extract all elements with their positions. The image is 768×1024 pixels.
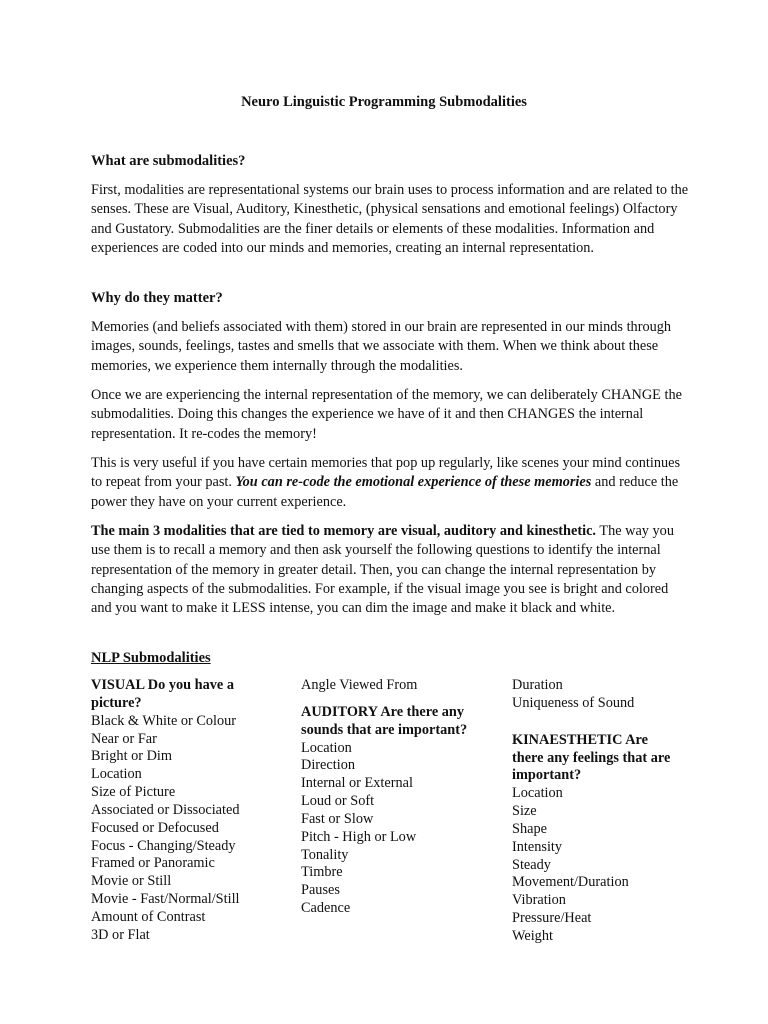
section-heading-what: What are submodalities? [91, 153, 246, 169]
paragraph-useful-end: and reduce the power they have on your current experience. [91, 474, 679, 510]
bold-main-modalities: The main 3 modalities that are tied to memory are visual, auditory and kinesthetic. [91, 523, 597, 539]
list-item: Pitch - High or Low [301, 828, 417, 845]
list-item: Location [512, 785, 563, 802]
list-item: Vibration [512, 892, 566, 909]
kinaesthetic-heading: KINAESTHETIC Are there any feelings that are important? [512, 731, 671, 784]
list-item: Steady [512, 856, 551, 873]
list-item: Size of Picture [91, 784, 176, 801]
list-item: Movie or Still [91, 873, 172, 890]
paragraph-modalities: First, modalities are representational systems our brain uses to process information and are related to the senses. These are Visual, Auditory, Kinesthetic, (physical sensations and emotional feelings) Olfactory and Gustatory. Submodalities are the finer details or elements of these modalities. Information and experiences are coded into our minds and memories, creating an internal representation. [91, 182, 689, 256]
list-item: Intensity [512, 838, 563, 855]
visual-heading: VISUAL Do you have a picture? [91, 677, 234, 711]
list-item: Pressure/Heat [512, 910, 592, 927]
emphasis-recode: You can re-code the emotional experience of these memories [235, 474, 592, 491]
list-item: Direction [301, 757, 355, 774]
list-item: Pauses [301, 882, 340, 899]
list-item: Angle Viewed From [301, 677, 418, 693]
list-item: Focus - Changing/Steady [91, 837, 236, 854]
auditory-column [301, 677, 471, 918]
list-item: Location [91, 766, 142, 783]
page-title: Neuro Linguistic Programming Submodalities [241, 94, 527, 110]
list-item: Fast or Slow [301, 810, 374, 827]
list-item: Framed or Panoramic [91, 855, 215, 872]
list-item: Bright or Dim [91, 748, 173, 765]
paragraph-memories: Memories (and beliefs associated with them) stored in our brain are represented in our minds through images, sounds, feelings, tastes and smells that we associate with them. When we think about these memories, we experience them internally through the modalities. [91, 319, 672, 374]
paragraph-useful-start: This is very useful if you have certain memories that pop up regularly, like scenes your mind continues to repeat from your past. [91, 455, 681, 491]
list-item: Uniqueness of Sound [512, 694, 635, 711]
list-item: Movie - Fast/Normal/Still [91, 891, 240, 908]
list-item: Amount of Contrast [91, 908, 206, 925]
list-item: Timbre [301, 864, 343, 881]
list-item: Focused or Defocused [91, 819, 219, 836]
list-item: Movement/Duration [512, 874, 629, 891]
list-item: Tonality [301, 846, 349, 863]
paragraph-useful [91, 454, 691, 512]
list-item: Associated or Dissociated [91, 801, 240, 818]
list-item: Black & White or Colour [91, 712, 237, 729]
auditory-heading: AUDITORY Are there any sounds that are important? [301, 703, 468, 738]
list-item: 3D or Flat [91, 926, 150, 943]
list-item: Location [301, 739, 352, 756]
list-item: Size [512, 803, 537, 820]
visual-column [91, 677, 261, 945]
list-item: Shape [512, 820, 547, 837]
list-item: Internal or External [301, 775, 413, 792]
list-item: Loud or Soft [301, 793, 375, 810]
nlp-submodalities-heading: NLP Submodalities [91, 650, 211, 666]
list-item: Near or Far [91, 730, 157, 747]
section-heading-why: Why do they matter? [91, 290, 223, 306]
paragraph-change: Once we are experiencing the internal representation of the memory, we can deliberately CHANGE the submodalities. Doing this changes the experience we have of it and then CHANGES the internal representation. It re-codes the memory! [91, 387, 682, 442]
paragraph-main-modalities [91, 522, 691, 618]
paragraph-main-rest: The way you use them is to recall a memory and then ask yourself the following questions to identify the internal representation of the memory in greater detail. Then, you can change the internal representation by changing aspects of the submodalities. For example, if the visual image you see is bright and colored and you want to make it LESS intense, you can dim the image and make it black and white. [91, 523, 674, 617]
list-item: Weight [512, 927, 553, 944]
kinaesthetic-column [512, 677, 682, 946]
list-item: Cadence [301, 900, 351, 917]
list-item: Duration [512, 677, 563, 693]
